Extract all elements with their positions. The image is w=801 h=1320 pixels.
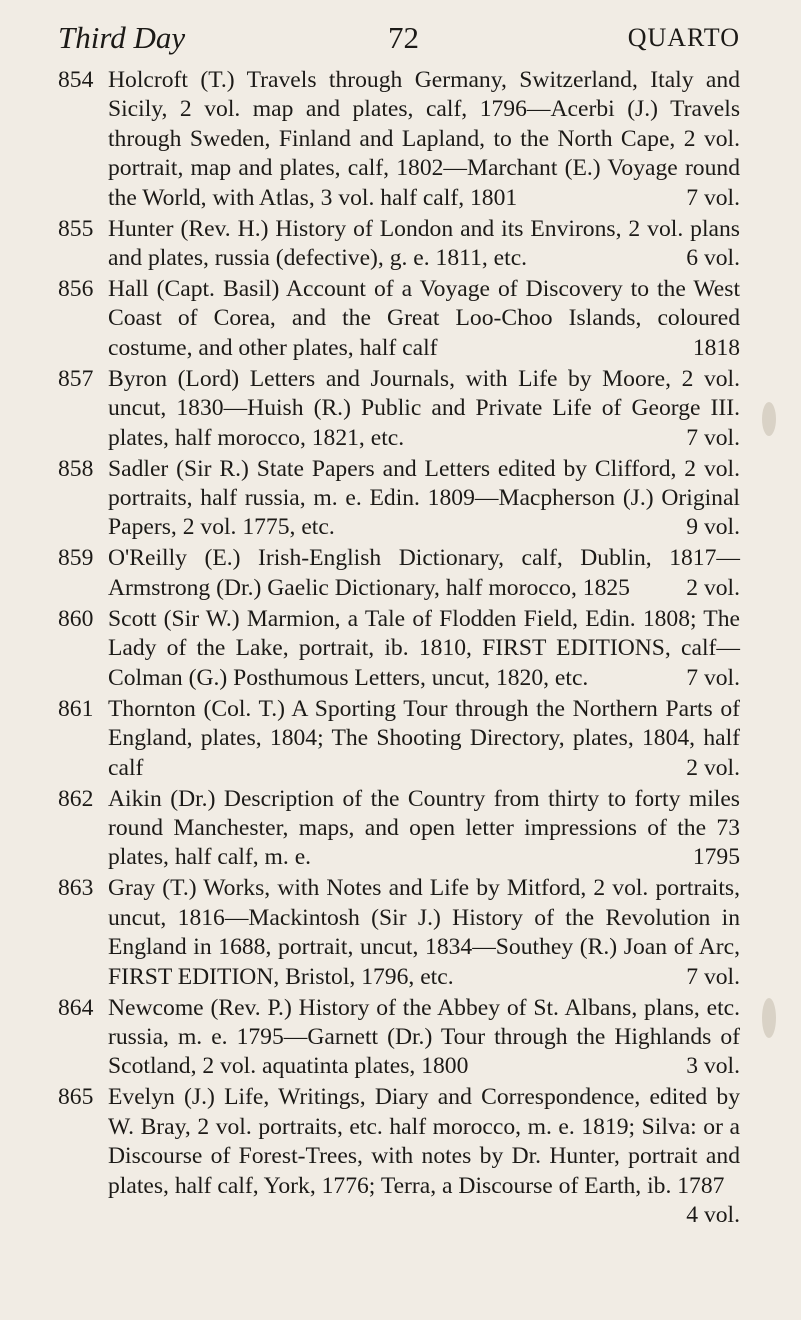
lot-number: 855: [58, 215, 94, 242]
lot-volumes: 4 vol.: [686, 1201, 740, 1228]
running-head-day: Third Day: [58, 20, 186, 55]
lot-description: [108, 215, 740, 274]
lot-description: [108, 605, 740, 693]
lot-description: [108, 455, 740, 543]
page-header: [58, 20, 740, 56]
lot-entry: [58, 695, 740, 783]
lot-number: 860: [58, 605, 94, 632]
lot-text: Scott (Sir W.) Marmion, a Tale of Flodden Field, Edin. 1808; The Lady of the Lake, portrait, ib. 1810, FIRST EDITIONS, calf—Colman (G.) Posthumous Letters, uncut, 1820, etc.: [108, 605, 740, 691]
lot-description: [108, 365, 740, 453]
lot-number: 865: [58, 1084, 94, 1111]
running-head-format: QUARTO: [627, 23, 740, 52]
page-number: 72: [388, 20, 419, 55]
lot-volumes: 1818: [692, 334, 740, 361]
lot-volumes: 7 vol.: [686, 184, 740, 211]
lot-text: Sadler (Sir R.) State Papers and Letters edited by Clifford, 2 vol. portraits, half russia, m. e. Edin. 1809—Macpherson (J.) Original Papers, 2 vol. 1775, etc.: [108, 455, 740, 541]
lot-volumes: 6 vol.: [686, 245, 740, 272]
lot-description: [108, 275, 740, 363]
lot-volumes: 7 vol.: [686, 963, 740, 990]
lot-entry: [58, 544, 740, 603]
lot-description: [108, 994, 740, 1082]
lot-entry: [58, 365, 740, 453]
lot-text: O'Reilly (E.) Irish-English Dictionary, calf, Dublin, 1817—Armstrong (Dr.) Gaelic Dictionary, half morocco, 1825: [108, 545, 740, 601]
lot-text: Thornton (Col. T.) A Sporting Tour through the Northern Parts of England, plates, 1804; The Shooting Directory, plates, 1804, half calf: [108, 695, 740, 781]
lot-entry: [58, 455, 740, 543]
lot-text: Hall (Capt. Basil) Account of a Voyage of Discovery to the West Coast of Corea, and the Great Loo-Choo Islands, coloured costume, and other plates, half calf: [108, 276, 740, 361]
lot-entry: [58, 215, 740, 274]
lot-number: 861: [58, 695, 94, 722]
lot-text: Holcroft (T.) Travels through Germany, Switzerland, Italy and Sicily, 2 vol. map and plates, calf, 1796—Acerbi (J.) Travels through Sweden, Finland and Lapland, to the North Cape, 2 vol. portrait, map and plates, calf, 1802—Marchant (E.) Voyage round the World, with Atlas, 3 vol. half calf, 1801: [108, 67, 740, 211]
lot-text: Hunter (Rev. H.) History of London and its Environs, 2 vol. plans and plates, russia (defective), g. e. 1811, etc.: [108, 215, 740, 272]
lot-number: 854: [58, 67, 94, 93]
lot-entry: [58, 874, 740, 992]
lot-volumes: 2 vol.: [686, 574, 740, 601]
lot-number: 862: [58, 785, 94, 812]
lot-volumes: 7 vol.: [686, 424, 740, 451]
lot-text: Newcome (Rev. P.) History of the Abbey of St. Albans, plans, etc. russia, m. e. 1795—Garnett (Dr.) Tour through the Highlands of Scotland, 2 vol. aquatinta plates, 1800: [108, 994, 740, 1080]
margin-speck: [762, 998, 776, 1038]
lot-number: 856: [58, 276, 94, 303]
lot-description: [108, 785, 740, 873]
lot-description: [108, 1083, 740, 1230]
lot-volumes: 9 vol.: [686, 514, 740, 541]
lot-description: [108, 874, 740, 992]
lot-text: Evelyn (J.) Life, Writings, Diary and Correspondence, edited by W. Bray, 2 vol. portraits, etc. half morocco, m. e. 1819; Silva: or a Discourse of Forest-Trees, with notes by Dr. Hunter, portrait and plates, half calf, York, 1776; Terra, a Discourse of Earth, ib. 1787: [108, 1084, 740, 1199]
margin-speck: [762, 402, 776, 436]
lot-number: 859: [58, 545, 94, 572]
lot-entry: [58, 1083, 740, 1230]
lot-text: Gray (T.) Works, with Notes and Life by Mitford, 2 vol. portraits, uncut, 1816—Mackintosh (Sir J.) History of the Revolution in England in 1688, portrait, uncut, 1834—Southey (R.) Joan of Arc, FIRST EDITION, Bristol, 1796, etc.: [108, 875, 740, 990]
lot-volumes: 3 vol.: [686, 1053, 740, 1080]
lot-text: Aikin (Dr.) Description of the Country from thirty to forty miles round Manchester, maps, and open letter impressions of the 73 plates, half calf, m. e.: [108, 785, 740, 871]
lot-entry: [58, 994, 740, 1082]
lot-volumes: 1795: [692, 844, 740, 871]
lot-entry: [58, 785, 740, 873]
lot-description: [108, 66, 740, 213]
lot-description: [108, 695, 740, 783]
lot-list: [58, 66, 740, 1232]
lot-number: 857: [58, 365, 94, 392]
lot-volumes: 2 vol.: [686, 754, 740, 781]
lot-entry: [58, 275, 740, 363]
lot-description: [108, 544, 740, 603]
lot-entry: [58, 66, 740, 213]
lot-number: 864: [58, 994, 94, 1021]
lot-volumes: 7 vol.: [686, 664, 740, 691]
lot-number: 863: [58, 875, 94, 902]
lot-entry: [58, 605, 740, 693]
lot-text: Byron (Lord) Letters and Journals, with Life by Moore, 2 vol. uncut, 1830—Huish (R.) Public and Private Life of George III. plates, half morocco, 1821, etc.: [108, 365, 740, 451]
lot-number: 858: [58, 455, 94, 482]
